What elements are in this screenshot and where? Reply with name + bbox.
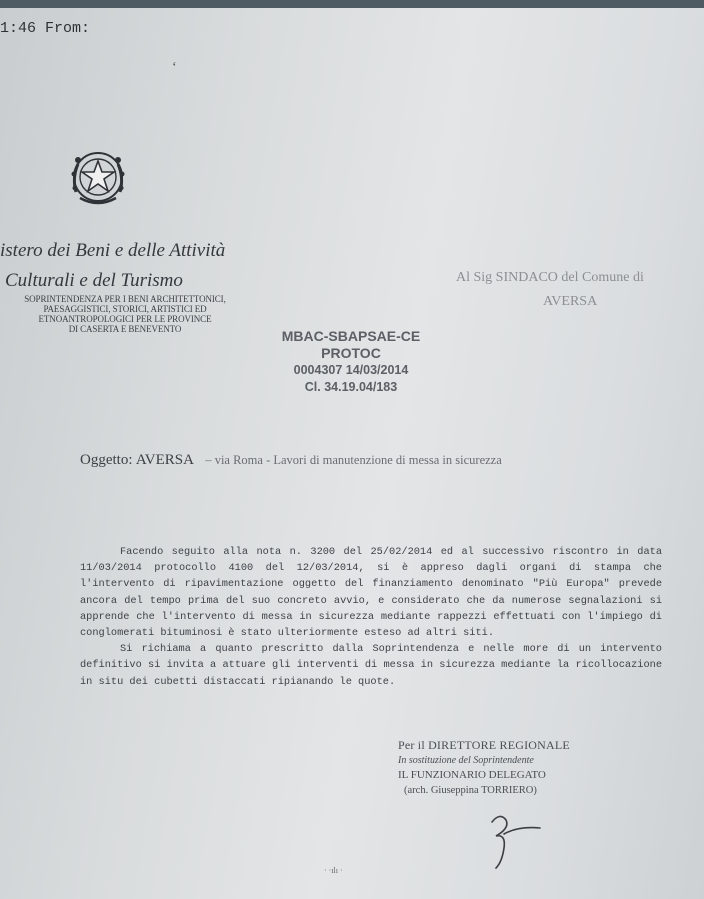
body-paragraph: Facendo seguito alla nota n. 3200 del 25/02/2014 ed al successivo riscontro in data 11/03/2014 protocollo 4100 del 12/03/2014, si è appreso dagli organi di stampa che l'intervento di ripavimentazione oggetto del finanziamento denominato "Più Europa" prevede ancora del tempo prima del suo concreto avvio, e considerato che da numerose segnalazioni si apprende che l'intervento di messa in sicurezza mediante rappezzi effettuati con l'impiego di conglomerati bituminosi è stato ulteriormente esteso ad altri siti. (80, 546, 662, 640)
paper-speck: ʻ (172, 60, 177, 75)
page-marks: · ·ılı · (324, 866, 343, 875)
protocol-label: PROTOC (321, 345, 381, 361)
soprintendenza-line: PAESAGGISTICI, STORICI, ARTISTICI ED (43, 304, 207, 314)
addressee-city: AVERSA (543, 294, 598, 309)
soprintendenza-line: DI CASERTA E BENEVENTO (68, 324, 182, 334)
letter-body (80, 544, 662, 690)
protocol-classification: Cl. 34.19.04/183 (304, 380, 398, 394)
subject-text: – via Roma - Lavori di manutenzione di messa in sicurezza (205, 453, 502, 467)
signature-title: Per il DIRETTORE REGIONALE (398, 738, 570, 752)
subject-label: Oggetto: (80, 452, 133, 468)
protocol-number-date: 0004307 14/03/2014 (293, 363, 409, 377)
signature-substitution: In sostituzione del Soprintendente (398, 755, 534, 766)
body-paragraph: Si richiama a quanto prescritto dalla Soprintendenza e nelle more di un intervento definitivo si invita a attuare gli interventi di messa in sicurezza mediante la ricollocazione in situ dei cubetti distaccati ripianando le quote. (80, 643, 662, 688)
soprintendenza-block (0, 294, 250, 334)
signature-role: IL FUNZIONARIO DELEGATO (398, 769, 546, 781)
addressee-line1: Al Sig SINDACO del Comune di (456, 270, 644, 285)
protocol-stamp (246, 328, 456, 396)
soprintendenza-line: SOPRINTENDENZA PER I BENI ARCHITETTONICI, (24, 294, 226, 304)
signature-name: (arch. Giuseppina TORRIERO) (404, 785, 537, 796)
subject-city: AVERSA (135, 452, 194, 468)
ministry-name-line2: Culturali e del Turismo (5, 270, 183, 291)
ministry-name-line1: istero dei Beni e delle Attività (0, 240, 226, 261)
fax-top-bar (0, 0, 704, 8)
fax-header: 1:46 From: (0, 20, 91, 37)
handwritten-signature-icon (484, 808, 544, 870)
soprintendenza-line: ETNOANTROPOLOGICI PER LE PROVINCE (38, 314, 212, 324)
protocol-office: MBAC-SBAPSAE-CE (281, 328, 421, 344)
italian-republic-emblem-icon (66, 144, 130, 210)
subject-line (80, 452, 502, 469)
signature-block (398, 738, 570, 798)
